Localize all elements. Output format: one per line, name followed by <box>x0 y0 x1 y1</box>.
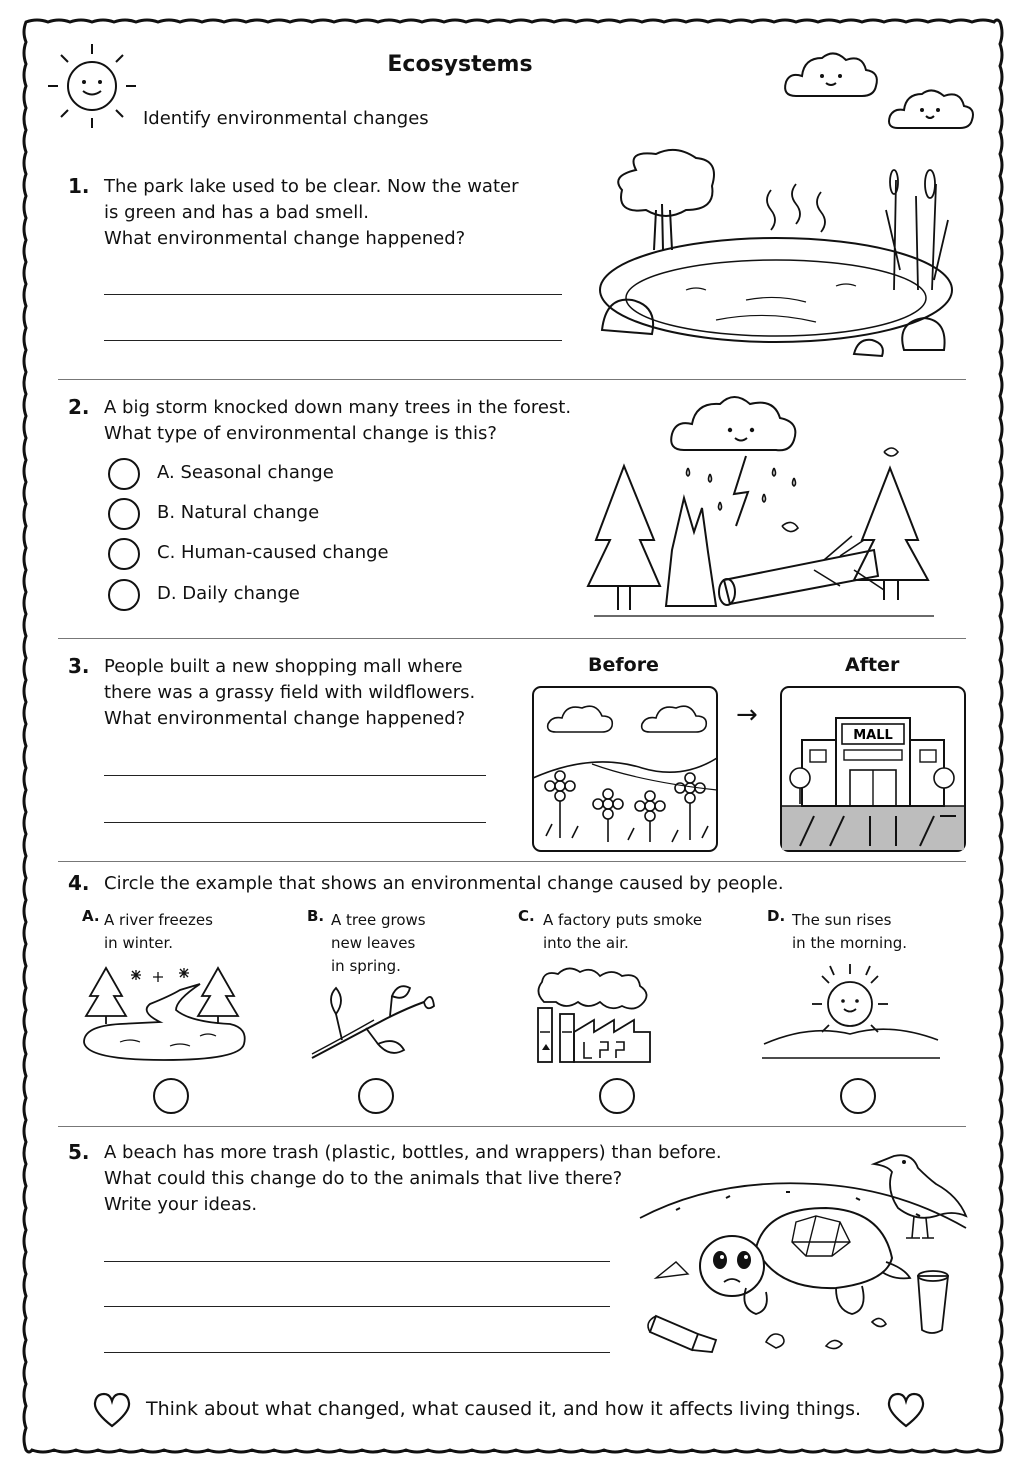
choice-line: A factory puts smoke <box>543 911 703 929</box>
choice-text <box>792 909 907 955</box>
choice-letter: D. <box>767 907 786 925</box>
option-b-radio[interactable] <box>108 498 140 530</box>
field-before-illustration <box>532 686 718 852</box>
sunrise-illustration <box>760 958 942 1062</box>
answer-line[interactable] <box>104 1261 610 1262</box>
tree-branch-illustration <box>306 984 436 1064</box>
answer-line[interactable] <box>104 340 562 341</box>
polluted-lake-illustration <box>596 150 962 360</box>
choice-a-circle[interactable] <box>153 1078 189 1114</box>
cloud-icon <box>782 44 882 104</box>
mall-sign: MALL <box>853 728 893 743</box>
factory-smoke-illustration <box>530 962 654 1064</box>
heart-icon <box>92 1392 132 1428</box>
choice-text <box>104 909 213 955</box>
choice-letter: C. <box>518 907 535 925</box>
frozen-river-illustration <box>80 960 250 1064</box>
cloud-icon <box>886 82 978 134</box>
choice-line: in winter. <box>104 934 174 952</box>
arrow-icon: → <box>736 700 758 730</box>
question-number: 3. <box>68 654 90 678</box>
question-line: What environmental change happened? <box>104 708 466 729</box>
choice-line: in spring. <box>331 957 401 975</box>
option-c-radio[interactable] <box>108 538 140 570</box>
question-number: 1. <box>68 174 90 198</box>
section-divider <box>58 861 966 862</box>
heart-icon <box>886 1392 926 1428</box>
choice-letter: B. <box>307 907 325 925</box>
answer-line[interactable] <box>104 775 486 776</box>
question-line: The park lake used to be clear. Now the water <box>104 176 519 197</box>
choice-text <box>543 909 702 955</box>
question-line: Write your ideas. <box>104 1194 258 1215</box>
page-title: Ecosystems <box>387 52 533 77</box>
choice-line: in the morning. <box>792 934 907 952</box>
question-number: 5. <box>68 1140 90 1164</box>
page-subtitle: Identify environmental changes <box>143 108 429 129</box>
option-d-label: D. Daily change <box>157 583 300 604</box>
answer-line[interactable] <box>104 822 486 823</box>
choice-d-circle[interactable] <box>840 1078 876 1114</box>
footer-reminder: Think about what changed, what caused it, and how it affects living things. <box>146 1398 862 1420</box>
choice-line: A tree grows <box>331 911 426 929</box>
question-line: there was a grassy field with wildflowers. <box>104 682 476 703</box>
choice-c-circle[interactable] <box>599 1078 635 1114</box>
option-a-radio[interactable] <box>108 458 140 490</box>
question-line: is green and has a bad smell. <box>104 202 369 223</box>
option-c-label: C. Human-caused change <box>157 542 389 563</box>
answer-line[interactable] <box>104 1306 610 1307</box>
choice-text <box>331 909 426 978</box>
question-number: 2. <box>68 395 90 419</box>
sun-icon <box>42 40 142 140</box>
storm-forest-illustration <box>584 390 944 622</box>
answer-line[interactable] <box>104 294 562 295</box>
choice-line: new leaves <box>331 934 416 952</box>
question-text <box>104 395 571 447</box>
before-label: Before <box>588 654 659 676</box>
question-line: A beach has more trash (plastic, bottles, and wrappers) than before. <box>104 1142 722 1163</box>
beach-trash-turtle-illustration <box>636 1138 970 1366</box>
choice-line: A river freezes <box>104 911 213 929</box>
after-label: After <box>845 654 900 676</box>
option-b-label: B. Natural change <box>157 502 320 523</box>
question-text: Circle the example that shows an environmental change caused by people. <box>104 873 784 894</box>
choice-line: The sun rises <box>792 911 892 929</box>
question-line: People built a new shopping mall where <box>104 656 463 677</box>
question-text <box>104 1140 722 1218</box>
question-text <box>104 174 519 252</box>
option-a-label: A. Seasonal change <box>157 462 334 483</box>
question-number: 4. <box>68 871 90 895</box>
question-line: What environmental change happened? <box>104 228 466 249</box>
choice-line: into the air. <box>543 934 629 952</box>
choice-b-circle[interactable] <box>358 1078 394 1114</box>
mall-after-illustration <box>780 686 966 852</box>
section-divider <box>58 638 966 639</box>
section-divider <box>58 1126 966 1127</box>
section-divider <box>58 379 966 380</box>
question-line: What could this change do to the animals that live there? <box>104 1168 623 1189</box>
answer-line[interactable] <box>104 1352 610 1353</box>
question-line: What type of environmental change is this? <box>104 423 497 444</box>
question-text <box>104 654 475 732</box>
option-d-radio[interactable] <box>108 579 140 611</box>
choice-letter: A. <box>82 907 100 925</box>
question-line: A big storm knocked down many trees in the forest. <box>104 397 572 418</box>
